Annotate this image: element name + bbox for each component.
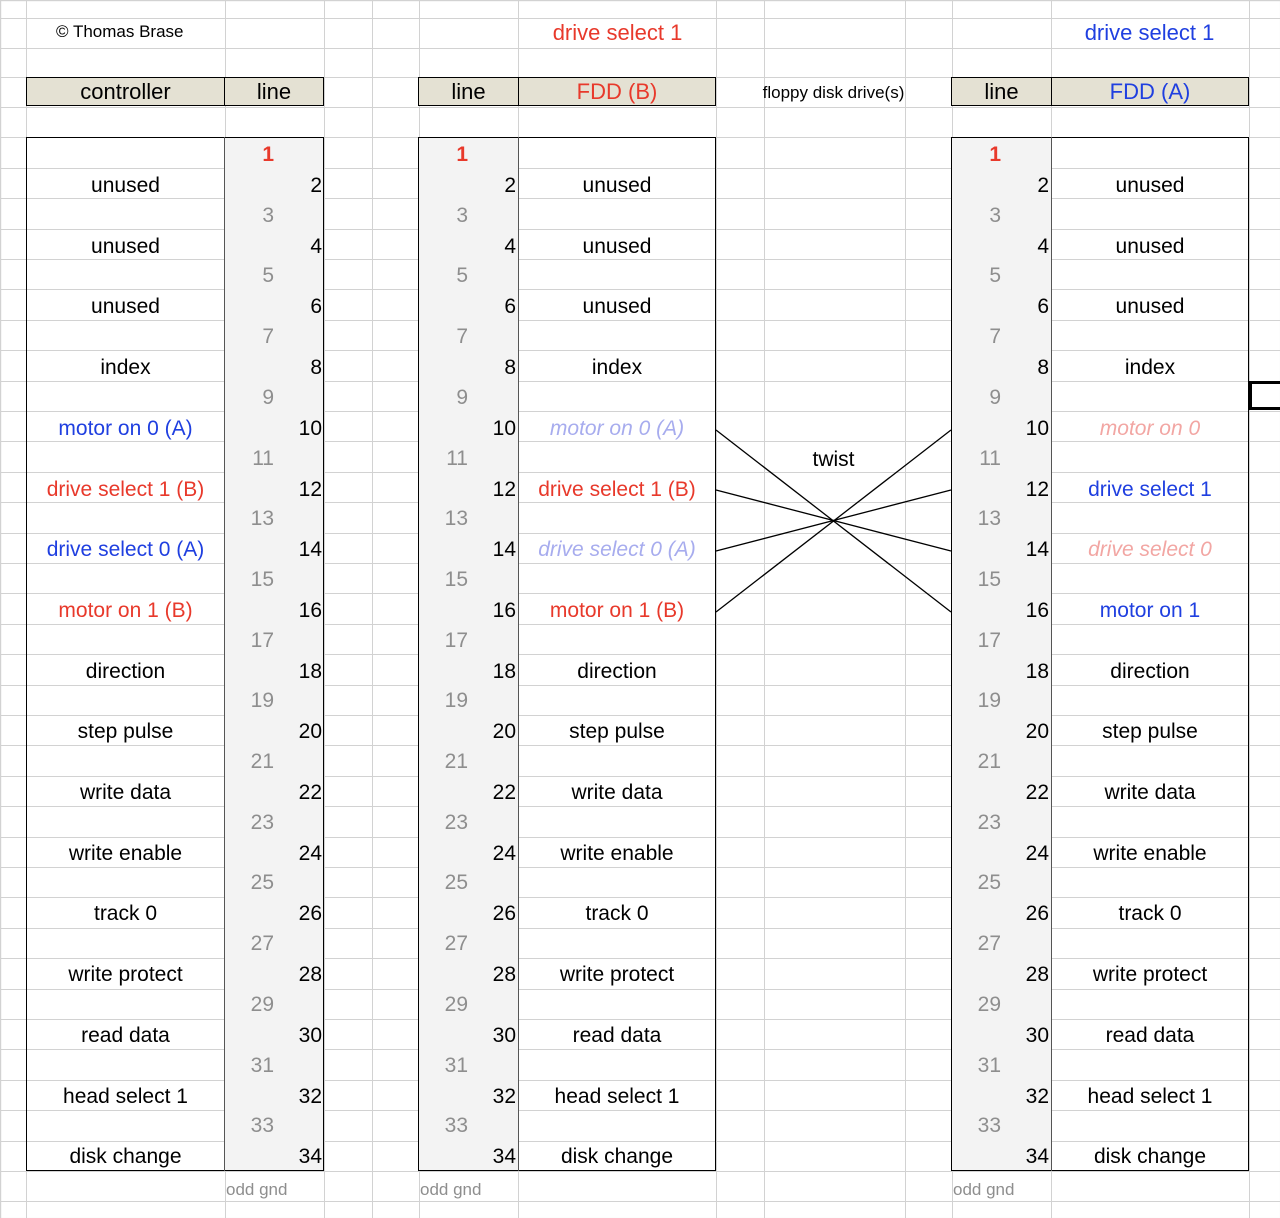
header-controller-line: line [224,77,324,106]
controller-pin-odd: 7 [262,325,274,349]
fdd-a-pin-odd: 3 [989,203,1001,227]
fdd-b-signal: write enable [560,841,674,865]
fdd-a-pin-odd: 19 [977,689,1001,713]
fdd-a-pin-even: 32 [1025,1084,1049,1108]
fdd-b-signal: track 0 [585,902,649,926]
fdd-a-signal: motor on 1 [1099,598,1201,622]
fdd-a-pin-odd: 25 [977,871,1001,895]
fdd-b-signal: motor on 1 (B) [549,598,685,622]
header-controller: controller [26,77,225,106]
fdd-b-pin-even: 8 [504,356,516,380]
fdd-a-pin-even: 6 [1037,295,1049,319]
fdd-a-pin-odd: 5 [989,264,1001,288]
controller-pin-odd: 31 [250,1053,274,1077]
fdd-a-pin-even: 22 [1025,781,1049,804]
controller-signal: unused [91,174,160,197]
controller-pin-odd: 27 [250,932,274,956]
controller-pin-even: 26 [298,902,322,926]
controller-signal: write data [79,781,172,804]
controller-pin-odd: 11 [252,446,274,470]
fdd-b-pin-even: 24 [492,841,516,865]
header-fdd-a: FDD (A) [1051,77,1249,106]
controller-pin-odd: 9 [262,385,274,409]
fdd-b-signal: write data [571,781,663,804]
fdd-b-pin-odd: 23 [444,810,468,834]
fdd-b-pin-even: 20 [492,720,516,744]
controller-pin-odd: 3 [262,203,274,227]
fdd-b-pin-odd: 9 [456,385,468,409]
controller-pin-even: 12 [298,477,322,501]
fdd-a-signal: write data [1104,781,1196,804]
controller-pin-even: 28 [298,963,322,987]
fdd-b-pin-odd: 33 [444,1114,468,1138]
fdd-a-signal: drive select 0 [1088,538,1212,562]
header-fdd-a-line: line [951,77,1052,106]
selected-cell [1249,381,1280,410]
controller-signal: direction [85,659,166,683]
fdd-a-signal: unused [1115,234,1185,258]
fdd-b-signal: drive select 0 (A) [538,538,696,562]
fdd-a-pin-odd: 27 [977,932,1001,956]
controller-signal: step pulse [77,720,174,744]
controller-pin-odd: 1 [262,143,274,166]
fdd-b-pin-even: 6 [504,295,516,319]
fdd-a-pin-even: 2 [1037,174,1049,197]
controller-pin-even: 32 [298,1084,322,1108]
copyright-label: © Thomas Brase [56,22,184,41]
controller-pin-odd: 19 [250,689,274,713]
controller-pin-odd: 23 [250,810,274,834]
controller-pin-odd: 21 [250,750,274,773]
fdd-b-pin-odd: 11 [446,446,468,470]
controller-signal: unused [91,295,160,319]
controller-pin-even: 4 [310,234,322,258]
fdd-a-pin-odd: 7 [989,325,1001,349]
fdd-b-pin-even: 16 [492,598,516,622]
fdd-b-pin-even: 10 [492,416,516,440]
fdd-a-pin-odd: 11 [979,446,1001,470]
fdd-b-signal: direction [577,659,657,683]
fdd-b-pin-even: 4 [504,234,516,258]
fdd-a-pin-even: 8 [1037,356,1049,380]
fdd-a-signal: read data [1105,1023,1195,1047]
fdd-a-pin-odd: 29 [977,992,1001,1016]
fdd-a-pin-odd: 13 [977,507,1001,531]
fdd-b-pin-even: 14 [492,538,516,562]
fdd-a-pin-odd: 33 [977,1114,1001,1138]
fdd-b-pin-odd: 31 [444,1053,468,1077]
fdd-a-pin-even: 14 [1025,538,1049,562]
fdd-a-signal: unused [1115,295,1185,319]
fdd-a-pin-even: 4 [1037,234,1049,258]
header-fdd-b: FDD (B) [518,77,716,106]
fdd-a-signal: unused [1115,174,1185,197]
fdd-a-pin-even: 30 [1025,1023,1049,1047]
fdd-b-pin-odd: 25 [444,871,468,895]
fdd-a-signal: disk change [1093,1145,1207,1169]
fdd-b-pin-even: 32 [492,1084,516,1108]
twist-label: twist [812,448,855,471]
fdd-b-pin-odd: 27 [444,932,468,956]
controller-signal: write enable [68,841,183,865]
fdd-b-signal: motor on 0 (A) [549,416,685,440]
fdd-b-signal: head select 1 [554,1084,680,1108]
controller-signal: write protect [68,963,183,987]
controller-pin-odd: 15 [250,567,274,591]
controller-pin-odd: 17 [250,628,274,652]
fdd-a-pin-even: 10 [1025,416,1049,440]
controller-pin-even: 8 [310,356,322,380]
controller-pin-even: 18 [298,659,322,683]
fdd-a-pin-odd: 17 [977,628,1001,652]
fdd-b-pin-even: 30 [492,1023,516,1047]
controller-pin-even: 30 [298,1023,322,1047]
controller-pin-even: 34 [298,1145,322,1169]
fdd-b-drive-select-label: drive select 1 [552,20,683,45]
fdd-a-pin-odd: 15 [977,567,1001,591]
controller-signal: drive select 0 (A) [46,538,205,562]
fdd-b-pin-odd: 3 [456,203,468,227]
controller-pin-odd: 33 [250,1114,274,1138]
controller-signal: motor on 1 (B) [58,598,193,622]
fdd-a-pin-odd: 31 [977,1053,1001,1077]
fdd-a-signal: write protect [1092,963,1208,987]
fdd-b-signal: unused [582,295,652,319]
fdd-a-pin-odd: 9 [989,385,1001,409]
controller-pin-even: 20 [298,720,322,744]
controller-signal: disk change [69,1145,182,1169]
fdd-b-pin-odd: 13 [444,507,468,531]
fdd-b-pin-even: 34 [492,1145,516,1169]
fdd-a-pin-odd: 21 [977,750,1001,773]
fdd-a-drive-select-label: drive select 1 [1084,20,1215,45]
fdd-b-pin-odd: 15 [444,567,468,591]
fdd-a-pin-even: 20 [1025,720,1049,744]
controller-signal: index [100,356,151,380]
controller-footer: odd gnd [226,1180,288,1199]
fdd-b-pin-odd: 1 [456,143,468,166]
controller-signal: motor on 0 (A) [58,416,193,440]
controller-pin-odd: 25 [250,871,274,895]
controller-pin-even: 22 [298,781,322,804]
controller-signal: drive select 1 (B) [46,477,205,501]
fdd-b-pin-odd: 7 [456,325,468,349]
fdd-b-signal: unused [582,234,652,258]
fdd-a-pin-even: 12 [1025,477,1049,501]
fdd-a-signal: write enable [1093,841,1207,865]
fdd-b-pin-odd: 19 [444,689,468,713]
fdd-b-pin-even: 26 [492,902,516,926]
fdd-a-pin-even: 24 [1025,841,1049,865]
fdd-a-signal: index [1124,356,1176,380]
fdd-b-footer: odd gnd [420,1180,482,1199]
fdd-a-pin-odd: 23 [977,810,1001,834]
fdd-a-signal: track 0 [1118,902,1182,926]
fdd-b-signal: unused [582,174,652,197]
fdd-a-pin-odd: 1 [989,143,1001,166]
fdd-b-pin-even: 22 [492,781,516,804]
fdd-a-signal: head select 1 [1087,1084,1213,1108]
fdd-a-signal: direction [1110,659,1190,683]
fdd-b-pin-odd: 29 [444,992,468,1016]
fdd-b-pin-odd: 21 [444,750,468,773]
controller-pin-even: 16 [298,598,322,622]
fdd-b-signal: disk change [560,1145,674,1169]
controller-pin-even: 14 [298,538,322,562]
fdd-a-pin-even: 28 [1025,963,1049,987]
controller-signal: track 0 [93,902,158,926]
controller-pin-odd: 13 [250,507,274,531]
fdd-a-footer: odd gnd [953,1180,1015,1199]
fdd-a-pin-even: 18 [1025,659,1049,683]
fdd-b-signal: drive select 1 (B) [538,477,696,501]
fdd-b-signal: write protect [559,963,675,987]
controller-pin-even: 6 [310,295,322,319]
controller-signal: unused [91,234,160,258]
controller-signal: read data [81,1023,170,1047]
fdd-b-pin-even: 18 [492,659,516,683]
fdd-a-signal: drive select 1 [1088,477,1212,501]
floppy-drives-label: floppy disk drive(s) [762,83,905,102]
fdd-a-signal: motor on 0 [1099,416,1201,440]
controller-pin-even: 2 [310,174,322,197]
fdd-b-pin-even: 12 [492,477,516,501]
fdd-a-pin-even: 26 [1025,902,1049,926]
controller-pin-even: 10 [298,416,322,440]
fdd-b-signal: read data [572,1023,662,1047]
controller-pin-even: 24 [298,841,322,865]
fdd-a-pin-even: 34 [1025,1145,1049,1169]
controller-signal: head select 1 [63,1084,188,1108]
fdd-a-signal: step pulse [1102,720,1198,744]
fdd-b-pin-odd: 17 [444,628,468,652]
fdd-b-signal: index [591,356,643,380]
header-fdd-b-line: line [418,77,519,106]
controller-pin-odd: 29 [250,992,274,1016]
fdd-b-signal: step pulse [569,720,665,744]
fdd-b-pin-even: 28 [492,963,516,987]
fdd-a-pin-even: 16 [1025,598,1049,622]
fdd-b-pin-even: 2 [504,174,516,197]
fdd-b-pin-odd: 5 [456,264,468,288]
controller-pin-odd: 5 [262,264,274,288]
